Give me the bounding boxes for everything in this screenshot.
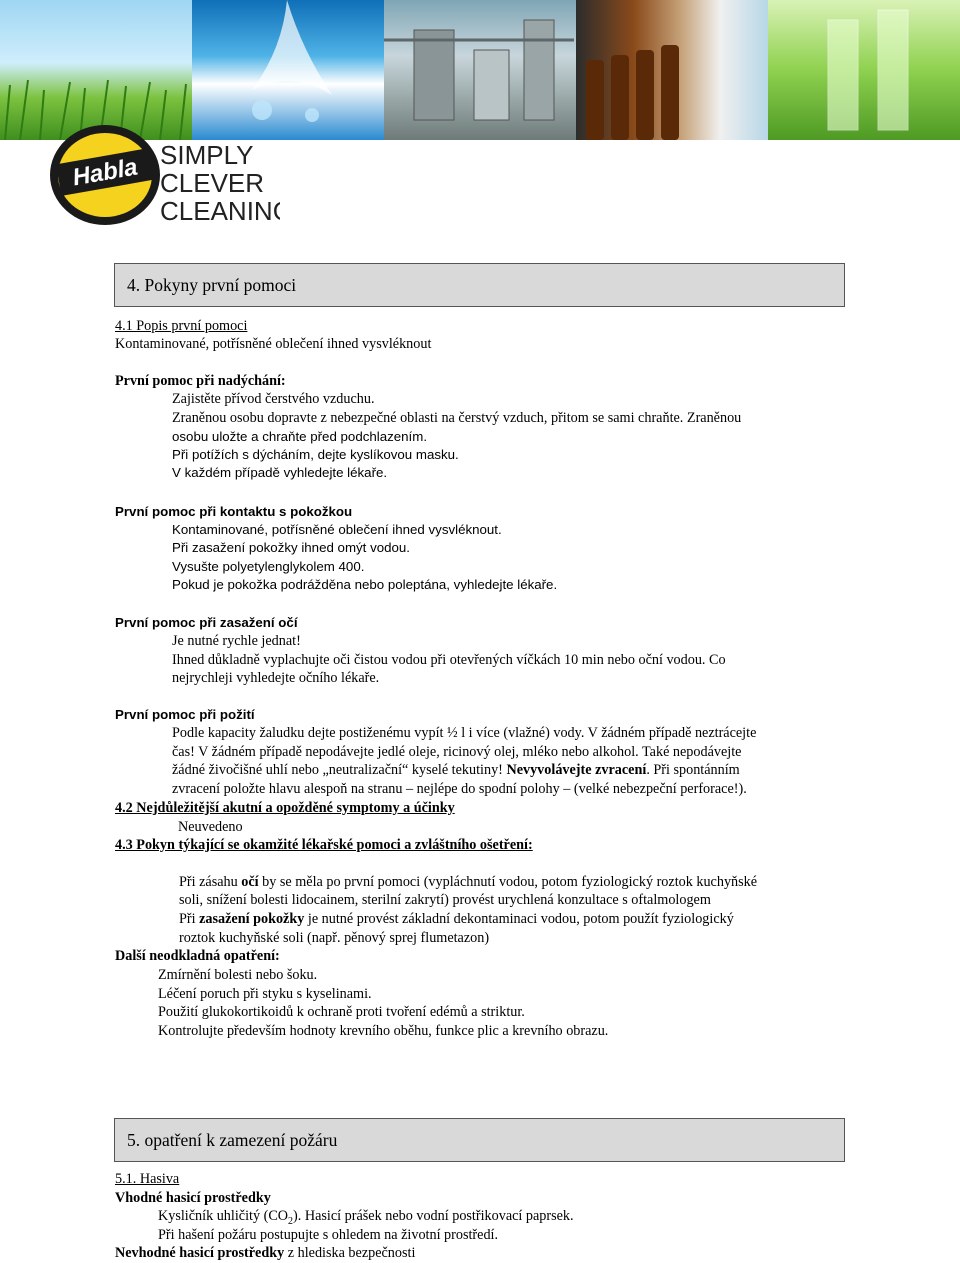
ingestion-text: . Při spontánním xyxy=(646,762,740,778)
s43-text: Při zásahu xyxy=(179,874,242,890)
s42-text: Neuvedeno xyxy=(178,819,243,835)
unsuitable-media-line xyxy=(115,1244,415,1262)
eye-line: Ihned důkladně vyplachujte oči čistou vodou při otevřených víčkách 10 min nebo oční vodou. Co xyxy=(172,652,726,668)
s43-text: je nutné provést základní dekontaminaci vodou, potom použít fyziologický xyxy=(304,911,734,927)
section-4-header xyxy=(114,263,845,307)
further-measures-heading: Další neodkladná opatření: xyxy=(115,948,280,964)
further-measure-item: Zmírnění bolesti nebo šoku. xyxy=(158,967,318,983)
s42-heading: 4.2 Nejdůležitější akutní a opožděné symptomy a účinky xyxy=(115,800,455,816)
further-measure-item: Léčení poruch při styku s kyselinami. xyxy=(158,986,372,1002)
unsuitable-text: z hlediska bezpečnosti xyxy=(284,1245,416,1261)
banner-image-grass xyxy=(0,0,192,140)
skin-line: Kontaminované, potřísněné oblečení ihned vysvléknout. xyxy=(172,522,502,537)
suitable-media-line: Při hašení požáru postupujte s ohledem na životní prostředí. xyxy=(158,1227,499,1243)
suitable-text: ). Hasicí prášek nebo vodní postřikovací paprsek. xyxy=(293,1208,574,1224)
s43-line: soli, snížení bolesti lidocainem, sterilní zakrytí) provést urychlená konzultace s oftalmologem xyxy=(179,892,711,908)
banner-image-lab xyxy=(768,0,960,140)
s43-heading: 4.3 Pokyn týkající se okamžité lékařské pomoci a zvláštního ošetření: xyxy=(115,837,533,853)
skin-heading: První pomoc při kontaktu s pokožkou xyxy=(115,504,353,519)
eye-line: Je nutné rychle jednat! xyxy=(172,633,301,649)
s43-text: by se měla po první pomoci (vypláchnutí vodou, potom fyziologický roztok kuchyňské xyxy=(258,874,758,890)
logo-line-1: SIMPLY xyxy=(160,140,254,170)
ingestion-text: žádné živočišné uhlí nebo „neutralizační“ kyselé tekutiny! xyxy=(172,762,507,778)
s43-line xyxy=(179,910,734,928)
skin-line: Při zasažení pokožky ihned omýt vodou. xyxy=(172,540,410,555)
ingestion-heading: První pomoc při požití xyxy=(115,707,255,722)
suitable-text: Kysličník uhličitý (CO xyxy=(158,1208,289,1224)
further-measure-item: Použití glukokortikoidů k ochraně proti tvoření edémů a striktur. xyxy=(158,1004,525,1020)
skin-line: Vysušte polyetylenglykolem 400. xyxy=(172,559,365,574)
suitable-media-heading: Vhodné hasicí prostředky xyxy=(115,1190,271,1206)
section-4-title: 4. Pokyny první pomoci xyxy=(127,274,297,295)
banner-image-water xyxy=(192,0,384,140)
ingestion-line: zvracení položte hlavu alespoň na stranu – nejlépe do spodní polohy – (velké nebezpeční perforace!). xyxy=(172,781,747,797)
unsuitable-media-heading: Nevhodné hasicí prostředky xyxy=(115,1245,285,1261)
banner-image-factory xyxy=(384,0,576,140)
header-banner xyxy=(0,0,960,140)
s41-heading: 4.1 Popis první pomoci xyxy=(115,318,248,334)
s43-line xyxy=(179,873,757,891)
s43-line: roztok kuchyňské soli (např. pěnový sprej flumetazon) xyxy=(179,930,490,946)
eye-heading: První pomoc při zasažení očí xyxy=(115,615,298,630)
s43-emphasis: očí xyxy=(241,874,259,890)
co2-subscript: 2 xyxy=(288,1215,294,1227)
inhalation-line: Zajistěte přívod čerstvého vzduchu. xyxy=(172,391,375,407)
company-logo xyxy=(48,120,280,228)
inhalation-line: V každém případě vyhledejte lékaře. xyxy=(172,465,388,480)
eye-line: nejrychleji vyhledejte očního lékaře. xyxy=(172,670,380,686)
s43-text: Při xyxy=(179,911,200,927)
s43-emphasis: zasažení pokožky xyxy=(199,911,305,927)
logo-line-2: CLEVER xyxy=(160,168,265,198)
inhalation-line: Při potížích s dýcháním, dejte kyslíkovou masku. xyxy=(172,447,459,462)
ingestion-line xyxy=(172,761,740,779)
ingestion-warning: Nevyvolávejte zvracení xyxy=(506,762,647,778)
s51-heading: 5.1. Hasiva xyxy=(115,1171,180,1187)
banner-image-bottles xyxy=(576,0,768,140)
inhalation-line: osobu uložte a chraňte před podchlazením. xyxy=(172,429,428,444)
further-measure-item: Kontrolujte především hodnoty krevního oběhu, funkce plic a krevního obrazu. xyxy=(158,1023,609,1039)
s41-text: Kontaminované, potřísněné oblečení ihned vysvléknout xyxy=(115,336,432,352)
inhalation-heading: První pomoc při nadýchání: xyxy=(115,373,286,389)
ingestion-line: Podle kapacity žaludku dejte postiženému vypít ½ l i více (vlažné) vody. V žádném případě neztrácejte xyxy=(172,725,757,741)
skin-line: Pokud je pokožka podrážděna nebo poleptána, vyhledejte lékaře. xyxy=(172,577,558,592)
inhalation-line: Zraněnou osobu dopravte z nebezpečné oblasti na čerstvý vzduch, přitom se sami chraňte. Zraněnou xyxy=(172,410,742,426)
logo-badge-text: Habla xyxy=(70,153,140,192)
section-5-header xyxy=(114,1118,845,1162)
logo-line-3: CLEANING xyxy=(160,196,280,226)
section-5-title: 5. opatření k zamezení požáru xyxy=(127,1129,338,1150)
ingestion-line: čas! V žádném případě nepodávejte jedlé oleje, ricinový olej, mléko nebo alkohol. Také nepodávejte xyxy=(172,744,742,760)
